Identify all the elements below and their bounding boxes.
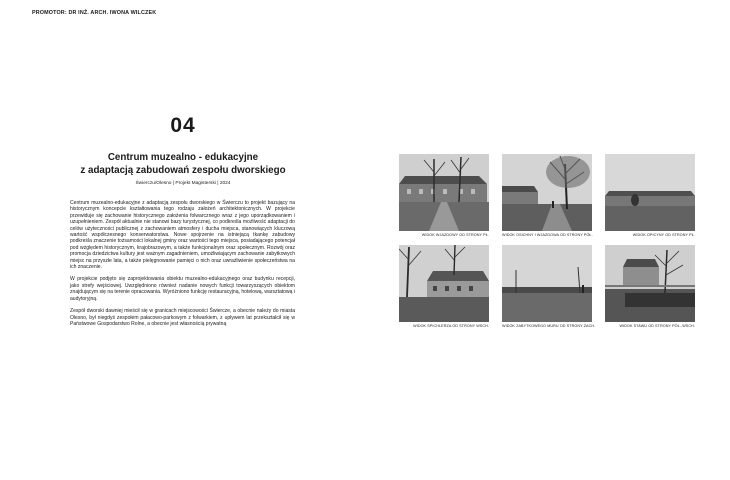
project-title-line2: z adaptacją zabudowań zespołu dworskiego bbox=[80, 165, 286, 176]
photo-pond-view bbox=[605, 245, 695, 328]
photo-entrance-view bbox=[399, 154, 489, 237]
project-description bbox=[70, 200, 295, 333]
photo-historic-wall-view bbox=[502, 245, 596, 328]
photo-caption: WIDOK SPICHLERZA OD STRONY WSCH. bbox=[413, 323, 489, 328]
photo-outbuilding-entrance bbox=[502, 154, 592, 237]
photo-image bbox=[502, 154, 592, 231]
description-paragraph: Centrum muzealno-edukacyjne z adaptacją zespołu dworskiego w Świerczu to projekt bazujący na historycznym koncepcie kształtowania tego rodzaju założeń architektonicznych. W projekcie przewiduje się zachowanie historycznego założenia folwarcznego wraz z jego uporządkowaniem i uzupełnieniem. Zespół aktualnie nie stanowi bazy turystycznej, co podkreśla możliwość adaptacji do celów użyteczności publicznej z zachowaniem atmosfery i ducha miejsca, stanowiących kluczową wartość współczesnego konserwatorstwa. Nowe spojrzenie na istniejącą tkankę zabudowy podkreśla znaczenie tożsamości lokalnej gminy oraz wartości tego miejsca, posiadającego potencjał pod względem historycznym, krajobrazowym, a także funkcjonalnym oraz społecznym. Rozwój oraz promocja dziedzictwa kultury jest ważnym zagadnieniem, umożliwiającym zachowanie zabytkowych miejsc na przyszłe lata, a także pielęgnowanie pamięci o nich oraz uwrażliwienie społeczeństwa na ich znaczenie. bbox=[70, 200, 295, 271]
photo-west-view bbox=[605, 154, 695, 237]
promotor-label: PROMOTOR: DR INŻ. ARCH. IWONA WILCZEK bbox=[32, 10, 157, 16]
photo-granary-view bbox=[399, 245, 489, 328]
photo-image bbox=[399, 154, 489, 231]
project-title bbox=[60, 151, 306, 177]
description-paragraph: W projekcie podjęto się zaprojektowania obiektu muzealno-edukacyjnego oraz budynku recepcji, jako strefy wejściowej. Uwzględniono również nadanie nowych funkcji towarzyszących obiektom znajdującym się na terenie opracowania. Wyróżniono funkcję restauracyjną, hotelową, warsztatową i audytoryjną. bbox=[70, 276, 295, 302]
photo-caption: WIDOK OPICYNY OD STRONY PŁ. bbox=[632, 232, 695, 237]
project-title-line1: Centrum muzealno - edukacyjne bbox=[107, 152, 259, 163]
project-subtitle: Świerczu/Olesno | Projekt Magisterski | 2024 bbox=[135, 181, 231, 186]
description-paragraph: Zespół dworski dawniej mieścił się w granicach miejscowości Świercze, a obecnie należy do miasta Olesno, był niegdyś zespołem pałacowo-parkowym z folwarkiem, z upływem lat przekształcił się w Państwowe Gospodarstwo Rolne, a obecnie jest własnością prywatną bbox=[70, 308, 295, 327]
photo-caption: WIDOK STAWU OD STRONY PÓŁ.-WSCH. bbox=[619, 323, 695, 328]
photo-image bbox=[605, 154, 695, 231]
photo-caption: WIDOK WJAZDOWY OD STRONY PŁ. bbox=[421, 232, 489, 237]
section-number: 04 bbox=[170, 114, 196, 137]
photo-image bbox=[605, 245, 695, 322]
photo-image bbox=[502, 245, 592, 322]
photo-image bbox=[399, 245, 489, 322]
photo-caption: WIDOK ZABYTKOWEGO MURU OD STRONY ZACH. bbox=[502, 323, 596, 328]
photo-caption: WIDOK OSICHNY I WJAZDOWA OD STRONY PÓŁ. bbox=[502, 232, 593, 237]
